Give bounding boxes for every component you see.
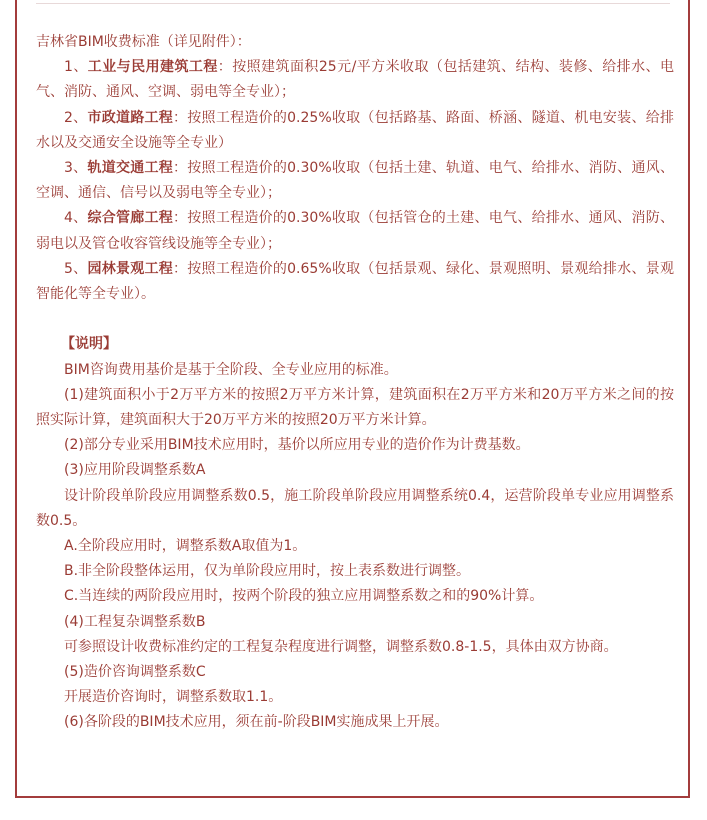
fee-item-title: 工业与民用建筑工程 (87, 59, 218, 76)
fee-item-5 (36, 257, 674, 307)
fee-item-text: ：按照工程造价的0.30%收取（包括土建、轨道、电气、给排水、消防、通风、空调、通信、信号以及弱电等全专业）； (36, 160, 674, 202)
fee-item-title: 市政道路工程 (87, 109, 174, 126)
explain-line: B.非全阶段整体运用，仅为单阶段应用时，按上表系数进行调整。 (64, 563, 471, 580)
fee-item-text: ：按照建筑面积25元/平方米收取（包括建筑、结构、装修、给排水、电气、消防、通风、空调、弱电等全专业）； (36, 59, 675, 101)
fee-item-number: 4、 (64, 210, 88, 227)
intro-paragraph: 吉林省BIM收费标准（详见附件）： (36, 34, 251, 50)
explain-line: 开展造价咨询时，调整系数取1.1。 (64, 689, 283, 706)
explain-line: (2)部分专业采用BIM技术应用时，基价以所应用专业的造价作为计费基数。 (64, 437, 530, 454)
explain-line: C.当连续的两阶段应用时，按两个阶段的独立应用调整系数之和的90%计算。 (64, 588, 544, 605)
explain-title: 【说明】 (61, 336, 117, 353)
fee-item-text: ：按照工程造价的0.25%收取（包括路基、路面、桥涵、隧道、机电安装、给排水以及交通安全设施等全专业） (36, 109, 674, 151)
fee-item-number: 2、 (64, 109, 88, 126)
explain-line: (5)造价咨询调整系数C (64, 664, 206, 681)
fee-item-3 (36, 156, 674, 206)
fee-item-text: ：按照工程造价的0.30%收取（包括管仓的土建、电气、给排水、通风、消防、弱电以及管仓收容管线设施等全专业）； (36, 210, 674, 252)
fee-item-text: ：按照工程造价的0.65%收取（包括景观、绿化、景观照明、景观给排水、景观智能化等全专业）。 (36, 260, 674, 303)
explain-heading (36, 332, 674, 357)
fee-item-1 (36, 55, 674, 105)
fee-item-number: 3、 (64, 160, 88, 177)
article-body (36, 30, 674, 736)
explain-line: (3)应用阶段调整系数A (64, 462, 206, 479)
explain-line: (4)工程复杂调整系数B (64, 613, 206, 630)
explain-line: (1)建筑面积小于2万平方米的按照2万平方米计算，建筑面积在2万平方米和20万平方米之间的按照实际计算，建筑面积大于20万平方米的按照20万平方米计算。 (36, 386, 674, 429)
fee-item-title: 园林景观工程 (87, 260, 174, 277)
spacer (36, 307, 674, 332)
fee-item-4 (36, 206, 674, 256)
explain-line: 可参照设计收费标准约定的工程复杂程度进行调整，调整系数0.8-1.5，具体由双方协商。 (64, 638, 618, 655)
fee-item-number: 1、 (64, 59, 88, 76)
explain-line: A.全阶段应用时，调整系数A取值为1。 (64, 538, 307, 555)
explain-line: (6)各阶段的BIM技术应用，须在前-阶段BIM实施成果上开展。 (64, 714, 449, 731)
fee-item-2 (36, 106, 674, 156)
explain-line: BIM咨询费用基价是基于全阶段、全专业应用的标准。 (64, 361, 398, 378)
fee-item-number: 5、 (64, 260, 88, 277)
fee-item-title: 综合管廊工程 (87, 210, 174, 227)
fee-item-title: 轨道交通工程 (87, 160, 174, 177)
explain-line: 设计阶段单阶段应用调整系数0.5，施工阶段单阶段应用调整系统0.4，运营阶段单专业应用调整系数0.5。 (36, 487, 674, 529)
